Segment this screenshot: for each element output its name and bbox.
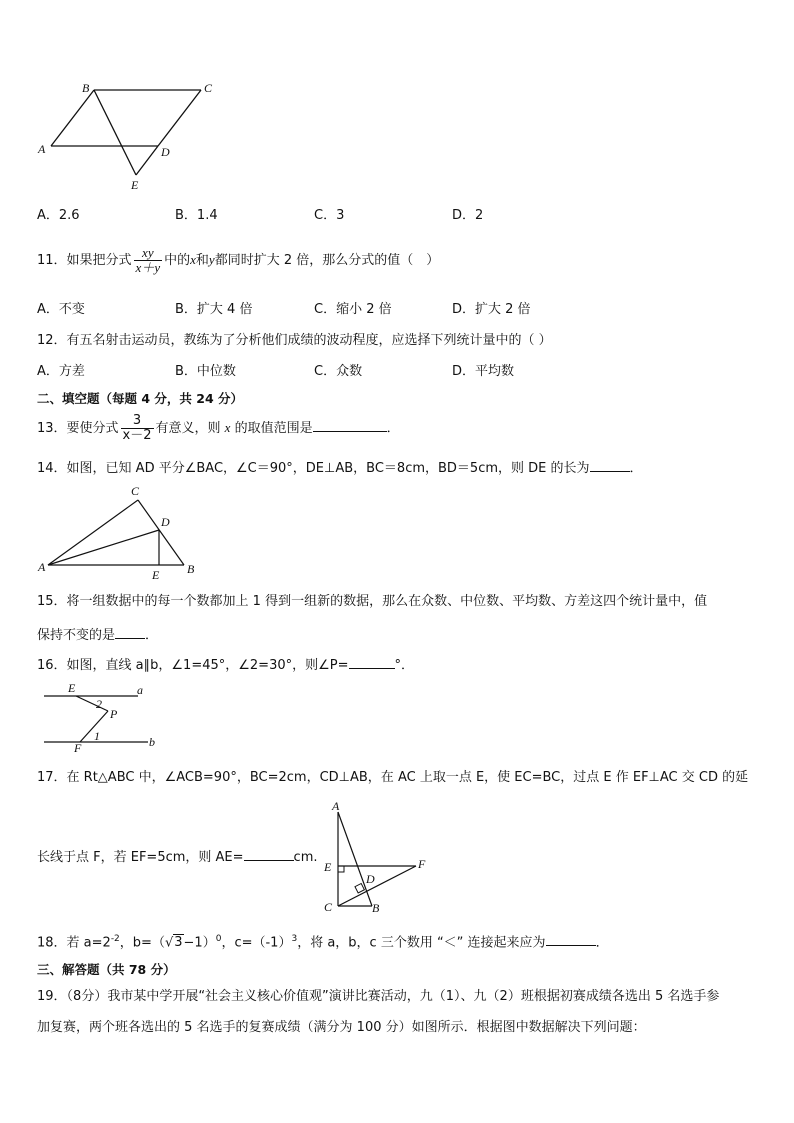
q17-answer-blank[interactable]	[244, 846, 294, 861]
question-17-line1: 17．在 Rt△ABC 中，∠ACB=90°，BC=2cm，CD⊥AB，在 AC 上取一点 E，使 EC=BC，过点 E 作 EF⊥AC 交 CD 的延	[37, 770, 749, 785]
label-angle-1: 1	[94, 729, 100, 743]
q13-prefix: 13．要使分式	[37, 421, 119, 436]
figure-q17-right-triangle	[318, 798, 438, 916]
q17-line2-text: 长线于点 F，若 EF=5cm，则 AE=	[37, 850, 244, 865]
label-B: B	[187, 562, 195, 576]
question-15-line1: 15．将一组数据中的每一个数都加上 1 得到一组新的数据，那么在众数、中位数、平均数、方差这四个统计量中，值	[37, 594, 708, 609]
q18-sqrt-value: 3	[174, 935, 183, 951]
label-E: E	[324, 860, 332, 874]
question-19-line1: 19．（8分）我市某中学开展“社会主义核心价值观”演讲比赛活动，九（1）、九（2）班根据初赛成绩各选出 5 名选手参	[37, 989, 720, 1004]
question-14	[37, 457, 643, 478]
q15-end: ．	[145, 628, 159, 643]
q18-mid1: ，b=（	[119, 935, 165, 951]
label-D: D	[161, 515, 170, 529]
label-C: C	[204, 81, 213, 95]
q11-option-c: C．缩小 2 倍	[314, 302, 392, 317]
label-A: A	[38, 560, 46, 574]
q18-exp3: 3	[291, 934, 298, 944]
q15-line2-text: 保持不变的是	[37, 628, 116, 643]
question-11	[37, 246, 439, 275]
q18-suffix: ，将 a，b，c 三个数用 “＜” 连接起来应为	[297, 935, 546, 951]
q18-prefix: 18．若 a=2	[37, 935, 111, 951]
label-D: D	[161, 145, 170, 159]
q13-answer-blank[interactable]	[313, 417, 387, 432]
label-P: P	[110, 707, 118, 721]
q12-option-b: B．中位数	[175, 364, 236, 379]
q13-suffix: 的取值范围是	[234, 421, 313, 436]
q12-option-c: C．众数	[314, 364, 363, 379]
q11-option-b: B．扩大 4 倍	[175, 302, 253, 317]
q18-end: ．	[595, 935, 609, 951]
q18-exp1: -2	[110, 934, 120, 944]
label-A: A	[38, 142, 46, 156]
q14-text: 14．如图，已知 AD 平分∠BAC，∠C＝90°，DE⊥AB，BC＝8cm，BD＝5cm，则 DE 的长为	[37, 461, 590, 476]
question-13	[37, 414, 400, 443]
label-b: b	[149, 735, 155, 749]
q11-option-d: D．扩大 2 倍	[452, 302, 531, 317]
label-F: F	[74, 741, 82, 752]
q10-option-c: C．3	[314, 208, 345, 223]
label-D: D	[366, 872, 375, 886]
question-16	[37, 654, 414, 675]
figure-q10-parallelogram	[36, 78, 226, 196]
section-2-heading: 二、填空题（每题 4 分，共 24 分）	[37, 391, 244, 406]
figure-q16-parallel-lines	[36, 680, 166, 752]
label-E: E	[131, 178, 139, 192]
question-18	[37, 930, 609, 952]
q17-end: cm.	[293, 850, 318, 865]
question-12: 12．有五名射击运动员，教练为了分析他们成绩的波动程度，应选择下列统计量中的（ ）	[37, 333, 552, 348]
q14-end: ．	[629, 461, 643, 476]
q18-sqrt-symbol: √	[164, 935, 174, 951]
q11-fraction	[134, 246, 163, 275]
q15-answer-blank[interactable]	[115, 624, 145, 639]
q18-mid3: ，c=（-1）	[221, 935, 292, 951]
q16-answer-blank[interactable]	[349, 654, 395, 669]
question-17-line2	[37, 846, 318, 867]
figure-q14-triangle	[36, 483, 206, 583]
q11-prefix: 11．如果把分式	[37, 253, 132, 268]
q13-mid: 有意义，则	[155, 421, 221, 436]
q16-end: °．	[394, 658, 415, 673]
q13-end: ．	[386, 421, 400, 436]
label-F: F	[418, 857, 426, 871]
section-3-heading: 三、解答题（共 78 分）	[37, 962, 176, 977]
label-a: a	[137, 683, 143, 697]
q11-var-x: x	[190, 252, 196, 267]
label-B: B	[82, 81, 90, 95]
q11-var-y: y	[208, 252, 215, 267]
q12-option-a: A．方差	[37, 364, 85, 379]
label-E: E	[152, 568, 160, 582]
q13-frac-num: 3	[121, 414, 154, 429]
q13-fraction	[121, 414, 154, 443]
q10-option-d: D．2	[452, 208, 484, 223]
label-angle-2: 2	[96, 697, 102, 711]
q11-frac-den: x＋y	[135, 260, 161, 275]
q16-text: 16．如图，直线 a∥b，∠1=45°，∠2=30°，则∠P=	[37, 658, 349, 673]
label-C: C	[131, 484, 140, 498]
q10-option-a: A．2.6	[37, 208, 80, 223]
q13-var: x	[224, 420, 231, 435]
q11-and: 和	[195, 253, 209, 268]
q11-suffix: 都同时扩大 2 倍，那么分式的值（ ）	[214, 253, 440, 268]
q18-answer-blank[interactable]	[546, 931, 596, 946]
q18-exp2: 0	[215, 934, 222, 944]
q13-frac-den: x－2	[122, 428, 152, 443]
q10-option-b: B．1.4	[175, 208, 218, 223]
q11-mid: 中的	[164, 253, 191, 268]
label-A: A	[332, 799, 340, 813]
label-C: C	[324, 900, 333, 914]
q11-frac-num: xy	[134, 246, 163, 261]
label-B: B	[372, 901, 380, 915]
label-E: E	[68, 681, 76, 695]
q14-answer-blank[interactable]	[590, 457, 630, 472]
q11-option-a: A．不变	[37, 302, 85, 317]
question-15-line2	[37, 624, 158, 645]
question-19-line2: 加复赛，两个班各选出的 5 名选手的复赛成绩（满分为 100 分）如图所示．根据图中数据解决下列问题：	[37, 1020, 646, 1035]
q18-mid2: −1）	[183, 935, 216, 951]
q12-option-d: D．平均数	[452, 364, 515, 379]
